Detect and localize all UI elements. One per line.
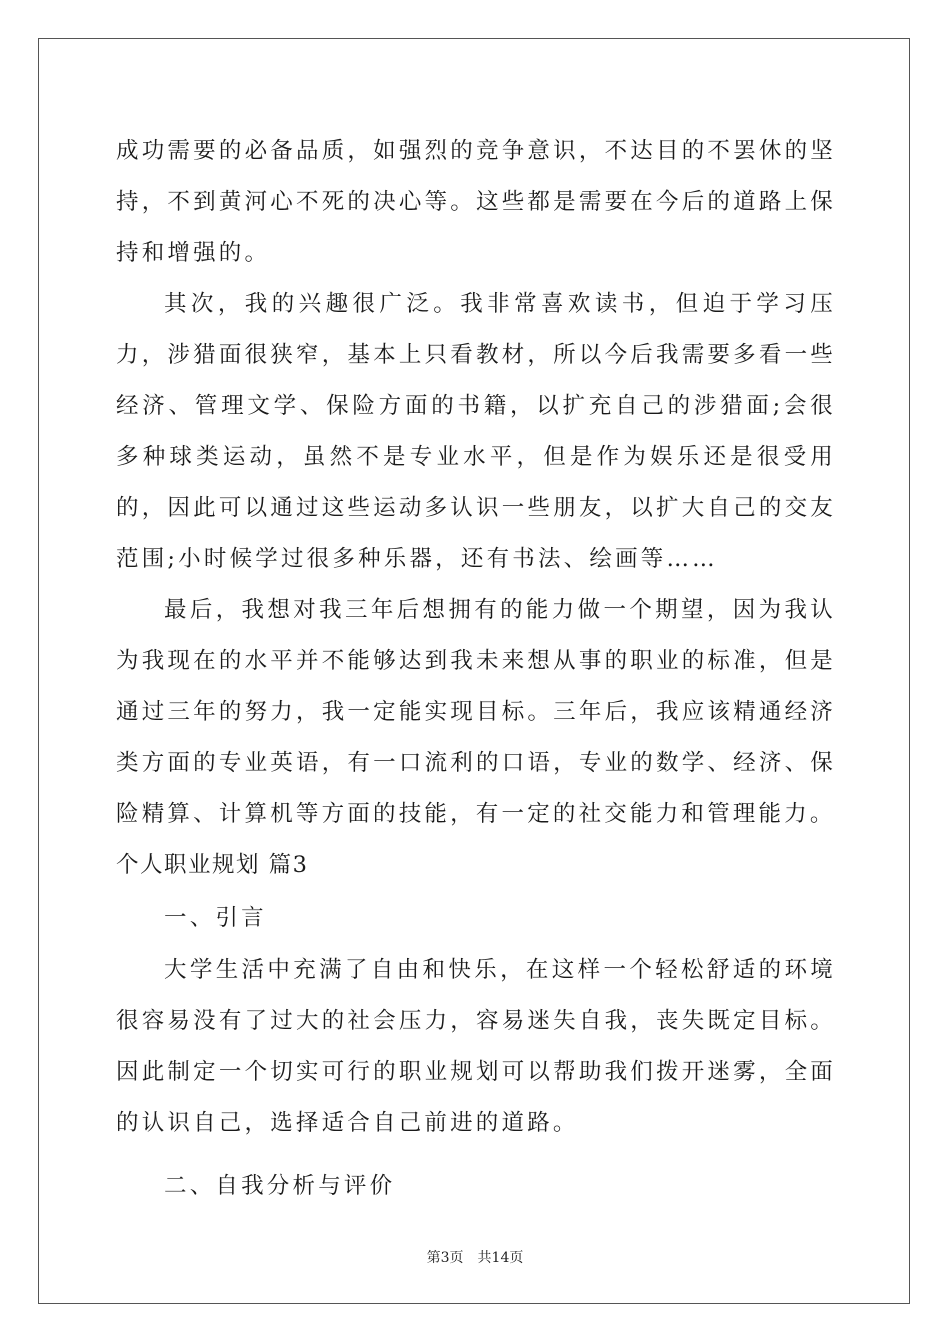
paragraph-continuation: 成功需要的必备品质，如强烈的竞争意识，不达目的不罢休的坚持，不到黄河心不死的决心等。这些都是需要在今后的道路上保持和增强的。 bbox=[116, 138, 836, 266]
page-number: 第3页 共14页 bbox=[426, 1250, 524, 1266]
section-title: 个人职业规划 篇3 bbox=[116, 852, 309, 878]
paragraph-expectations: 最后，我想对我三年后想拥有的能力做一个期望，因为我认为我现在的水平并不能够达到我未来想从事的职业的标准，但是通过三年的努力，我一定能实现目标。三年后，我应该精通经济类方面的专业英语，有一口流利的口语，专业的数学、经济、保险精算、计算机等方面的技能，有一定的社交能力和管理能力。 bbox=[116, 597, 836, 827]
subheading-introduction: 一、引言 bbox=[164, 905, 267, 931]
document-body bbox=[116, 126, 836, 1213]
subheading-self-analysis: 二、自我分析与评价 bbox=[164, 1173, 396, 1199]
paragraph-introduction: 大学生活中充满了自由和快乐，在这样一个轻松舒适的环境很容易没有了过大的社会压力，容易迷失自我，丧失既定目标。因此制定一个切实可行的职业规划可以帮助我们拨开迷雾，全面的认识自己，选择适合自己前进的道路。 bbox=[116, 957, 836, 1136]
paragraph-interests: 其次，我的兴趣很广泛。我非常喜欢读书，但迫于学习压力，涉猎面很狭窄，基本上只看教材，所以今后我需要多看一些经济、管理文学、保险方面的书籍，以扩充自己的涉猎面;会很多种球类运动，虽然不是专业水平，但是作为娱乐还是很受用的，因此可以通过这些运动多认识一些朋友，以扩大自己的交友范围;小时候学过很多种乐器，还有书法、绘画等…… bbox=[116, 291, 836, 572]
